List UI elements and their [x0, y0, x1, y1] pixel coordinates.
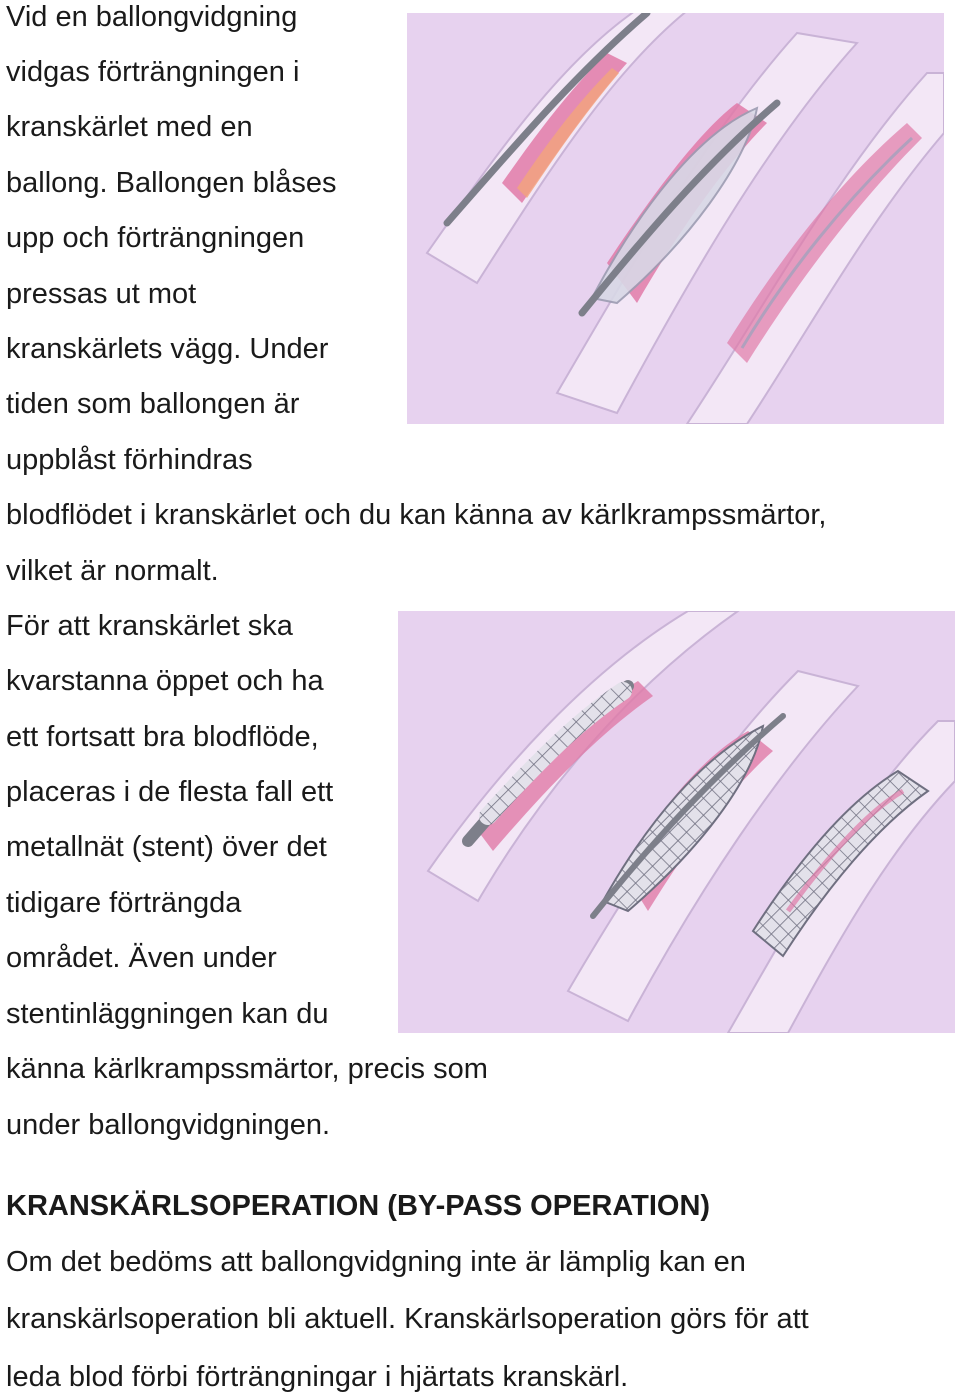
section-heading: KRANSKÄRLSOPERATION (BY-PASS OPERATION): [6, 1190, 711, 1222]
text-line: pressas ut mot: [6, 278, 197, 310]
stent-crimped: [488, 691, 623, 816]
text-line: kranskärlets vägg. Under: [6, 333, 329, 365]
balloon-illustration-svg: [407, 13, 944, 424]
text-line: metallnät (stent) över det: [6, 831, 327, 863]
text-line: tiden som ballongen är: [6, 388, 300, 420]
text-line: Vid en ballongvidgning: [6, 1, 298, 33]
text-line: upp och förträngningen: [6, 222, 305, 254]
stent-illustration-svg: [398, 611, 955, 1033]
text-line: leda blod förbi förträngningar i hjärtats kranskärl.: [6, 1361, 629, 1393]
text-line: ett fortsatt bra blodflöde,: [6, 721, 319, 753]
text-line: stentinläggningen kan du: [6, 998, 329, 1030]
text-line: känna kärlkrampssmärtor, precis som: [6, 1053, 488, 1085]
text-line: tidigare förträngda: [6, 887, 242, 919]
text-line: blodflödet i kranskärlet och du kan känna av kärlkrampssmärtor,: [6, 499, 827, 531]
text-line: ballong. Ballongen blåses: [6, 167, 337, 199]
text-line: För att kranskärlet ska: [6, 610, 293, 642]
text-line: kranskärlet med en: [6, 111, 253, 143]
stent-placement-illustration: [398, 611, 955, 1033]
text-line: under ballongvidgningen.: [6, 1109, 331, 1141]
text-line: kvarstanna öppet och ha: [6, 665, 324, 697]
text-line: placeras i de flesta fall ett: [6, 776, 334, 808]
text-line: kranskärlsoperation bli aktuell. Kranskärlsoperation görs för att: [6, 1303, 809, 1335]
balloon-angioplasty-illustration: [407, 13, 944, 424]
text-line: Om det bedöms att ballongvidgning inte är lämplig kan en: [6, 1246, 746, 1278]
text-line: vilket är normalt.: [6, 555, 219, 587]
text-line: uppblåst förhindras: [6, 444, 253, 476]
text-line: vidgas förträngningen i: [6, 56, 300, 88]
text-line: området. Även under: [6, 942, 277, 974]
